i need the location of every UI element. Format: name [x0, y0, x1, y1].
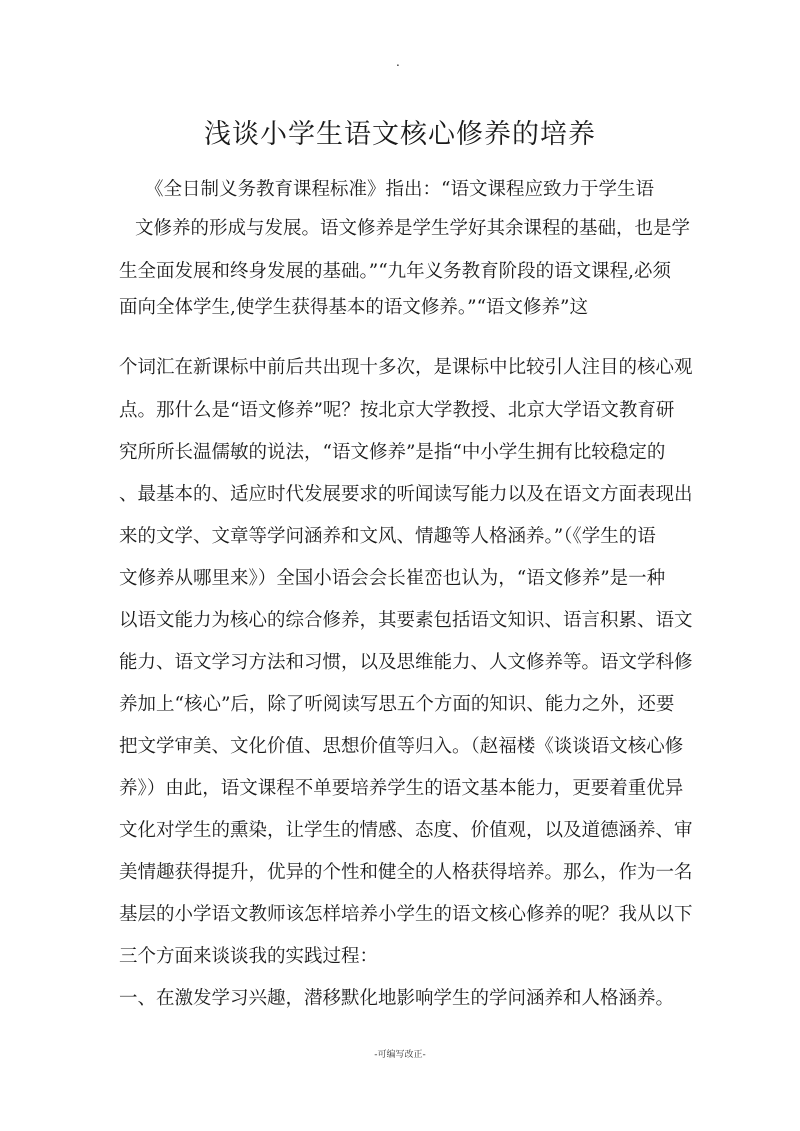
body-line-3: 生全面发展和终身发展的基础。”“九年义务教育阶段的语文课程,必须	[119, 261, 672, 282]
page-footer: -可编写改正-	[374, 1050, 426, 1060]
body-line-12: 能力、语文学习方法和习惯，以及思维能力、人文修养等。语文学科修	[119, 652, 693, 673]
body-line-18: 基层的小学语文教师该怎样培养小学生的语文核心修养的呢？我从以下	[119, 904, 693, 925]
body-line-2: 文修养的形成与发展。语文修养是学生学好其余课程的基础，也是学	[135, 218, 691, 239]
body-line-6: 点。那什么是“语文修养”呢？按北京大学教授、北京大学语文教育研	[119, 400, 675, 421]
document-title: 浅谈小学生语文核心修养的培养	[204, 119, 596, 150]
body-line-17: 美情趣获得提升，优异的个性和健全的人格获得培养。那么，作为一名	[119, 862, 693, 883]
header-dot: .	[396, 55, 400, 69]
body-line-10: 文修养从哪里来》）全国小语会会长崔峦也认为，“语文修养”是一种	[119, 568, 666, 589]
body-line-16: 文化对学生的熏染，让学生的情感、态度、价值观，以及道德涵养、审	[119, 820, 693, 841]
body-line-11: 以语文能力为核心的综合修养，其要素包括语文知识、语言积累、语文	[119, 610, 693, 631]
body-line-19: 三个方面来谈谈我的实践过程：	[119, 946, 379, 967]
body-line-4: 面向全体学生,使学生获得基本的语文修养。”“语文修养”这	[119, 297, 589, 318]
body-line-15: 养》）由此，语文课程不单要培养学生的语文基本能力，更要着重优异	[119, 778, 684, 799]
body-line-5: 个词汇在新课标中前后共出现十多次，是课标中比较引人注目的核心观	[119, 357, 693, 378]
section-heading-1: 一、在激发学习兴趣，潜移默化地影响学生的学问涵养和人格涵养。	[119, 988, 675, 1009]
body-line-9: 来的文学、文章等学问涵养和文风、情趣等人格涵养。”（《学生的语	[119, 526, 656, 547]
body-line-7: 究所所长温儒敏的说法，“语文修养”是指“中小学生拥有比较稳定的	[119, 442, 666, 463]
body-line-14: 把文学审美、文化价值、思想价值等归入。（赵福楼《谈谈语文核心修	[119, 736, 684, 757]
body-line-8: 、最基本的、适应时代发展要求的听闻读写能力以及在语文方面表现出	[119, 484, 693, 505]
body-line-1: 《全日制义务教育课程标准》指出：“语文课程应致力于学生语	[145, 179, 654, 200]
body-line-13: 养加上“核心”后，除了听阅读写思五个方面的知识、能力之外，还要	[119, 694, 675, 715]
